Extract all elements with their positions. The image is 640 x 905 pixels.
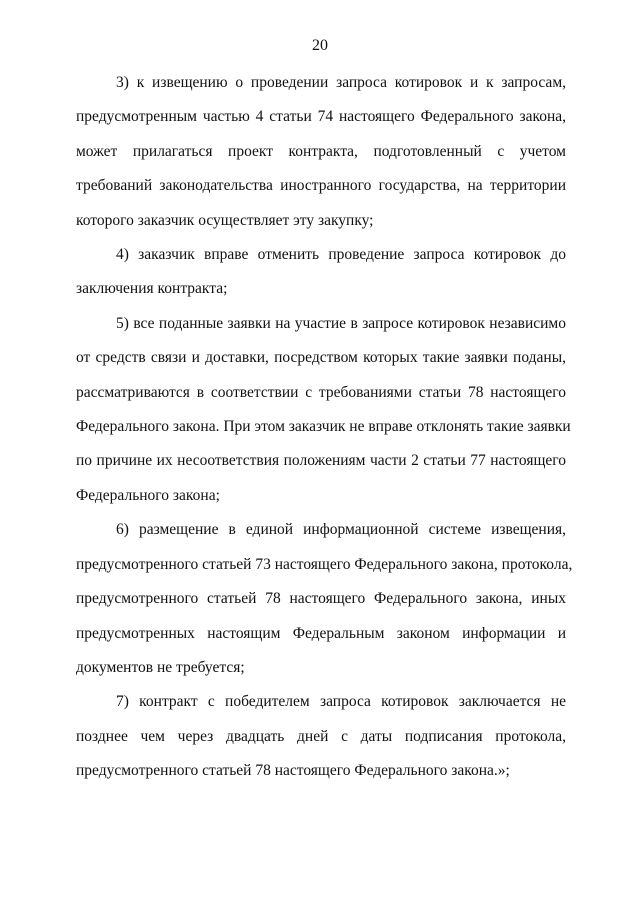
- text-line: 4) заказчик вправе отменить проведение запроса котировок до: [116, 246, 566, 264]
- text-line: заключения контракта;: [76, 280, 228, 298]
- page-number: 20: [312, 37, 328, 54]
- text-line: Федерального закона. При этом заказчик не вправе отклонять такие заявки: [76, 418, 571, 436]
- text-line: 3) к извещению о проведении запроса котировок и к запросам,: [116, 74, 566, 91]
- text-line: рассматриваются в соответствии с требованиями статьи 78 настоящего: [76, 383, 566, 401]
- text-line: предусмотренного статьей 73 настоящего Федерального закона, протокола,: [76, 555, 573, 573]
- text-line: предусмотренных настоящим Федеральным законом информации и: [76, 624, 566, 642]
- text-line: позднее чем через двадцать дней с даты подписания протокола,: [76, 727, 566, 745]
- text-line: предусмотренного статьей 78 настоящего Федерального закона.»;: [76, 762, 510, 780]
- text-line: Федерального закона;: [76, 486, 220, 504]
- text-line: 6) размещение в единой информационной системе извещения,: [116, 521, 566, 539]
- text-line: предусмотренным частью 4 статьи 74 настоящего Федерального закона,: [76, 108, 566, 126]
- text-line: которого заказчик осуществляет эту закупку;: [76, 211, 374, 229]
- document-body: [76, 66, 573, 789]
- paragraph-item-4: [76, 238, 566, 307]
- text-line: может прилагаться проект контракта, подготовленный с учетом: [76, 142, 566, 160]
- text-line: 7) контракт с победителем запроса котировок заключается не: [116, 693, 566, 711]
- paragraph-item-5: [76, 307, 571, 513]
- text-line: по причине их несоответствия положениям части 2 статьи 77 настоящего: [76, 452, 566, 470]
- paragraph-item-3: [76, 66, 566, 238]
- paragraph-item-7: [76, 685, 566, 788]
- text-line: предусмотренного статьей 78 настоящего Федерального закона, иных: [76, 590, 566, 608]
- text-line: 5) все поданные заявки на участие в запросе котировок независимо: [116, 314, 566, 332]
- paragraph-item-6: [76, 513, 573, 685]
- text-line: от средств связи и доставки, посредством которых такие заявки поданы,: [76, 349, 566, 367]
- text-line: требований законодательства иностранного государства, на территории: [76, 177, 566, 195]
- text-line: документов не требуется;: [76, 658, 245, 676]
